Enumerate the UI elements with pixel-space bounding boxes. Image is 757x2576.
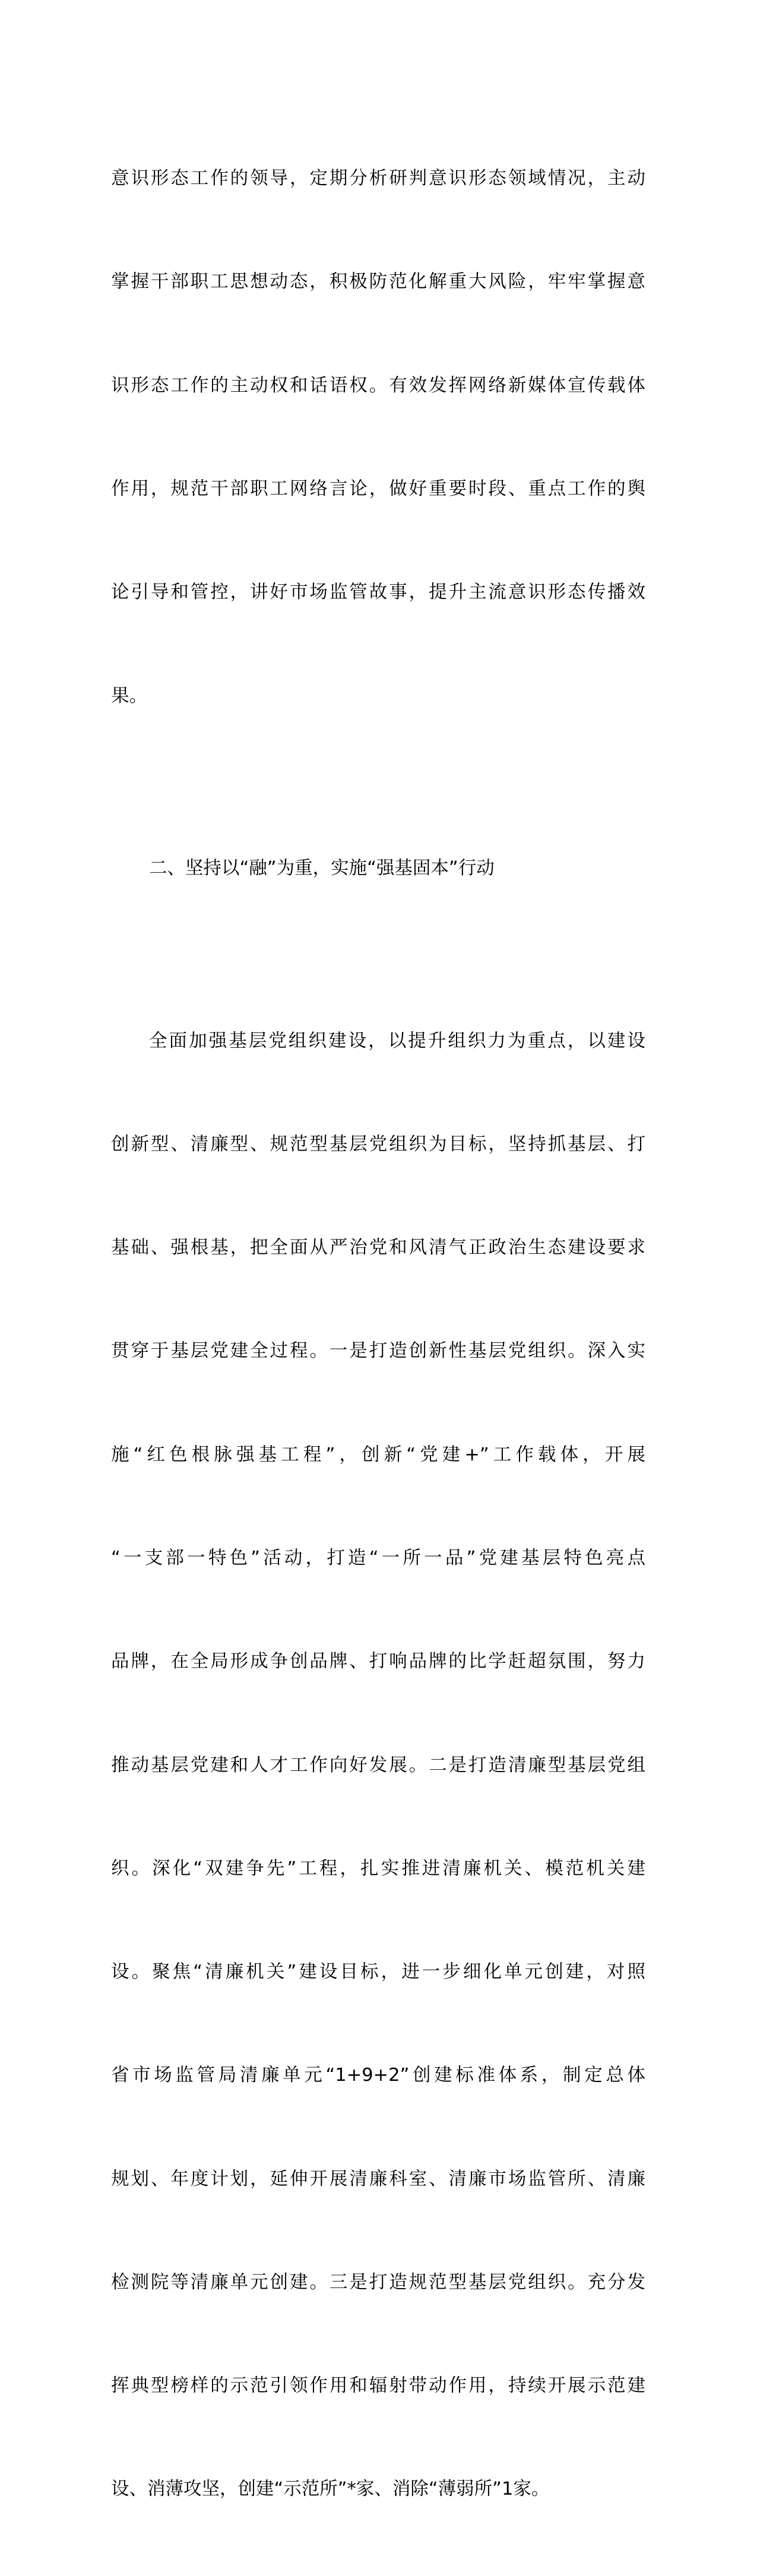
- text-line: 贯穿于基层党建全过程。一是打造创新性基层党组织。深入实: [111, 1341, 645, 1362]
- text-line: 识形态工作的主动权和话语权。有效发挥网络新媒体宣传载体: [111, 375, 645, 396]
- text-line: 掌握干部职工思想动态，积极防范化解重大风险，牢牢掌握意: [111, 271, 645, 293]
- section-heading: [111, 782, 645, 955]
- text-line: 意识形态工作的领导，定期分析研判意识形态领域情况，主动: [111, 168, 645, 189]
- paragraph-ideology: [111, 93, 645, 782]
- text-line: 果。: [111, 685, 147, 706]
- text-line: 创新型、清廉型、规范型基层党组织为目标，坚持抓基层、打: [111, 1133, 645, 1155]
- text-line: 施“红色根脉强基工程”，创新“党建+”工作载体，开展: [111, 1444, 645, 1465]
- text-line: “一支部一特色”活动，打造“一所一品”党建基层特色亮点: [111, 1547, 645, 1569]
- text-line: 作用，规范干部职工网络言论，做好重要时段、重点工作的舆: [111, 479, 645, 500]
- heading-line: 二、坚持以“融”为重，实施“强基固本”行动: [149, 858, 495, 879]
- text-line: 品牌，在全局形成争创品牌、打响品牌的比学赶超氛围，努力: [111, 1651, 645, 1672]
- paragraph-party-building: [111, 955, 645, 2575]
- text-line: 设、消薄攻坚，创建“示范所”*家、消除“薄弱所”1家。: [111, 2479, 550, 2500]
- text-line: 挥典型榜样的示范引领作用和辐射带动作用，持续开展示范建: [111, 2375, 645, 2397]
- text-line: 基础、强根基，把全面从严治党和风清气正政治生态建设要求: [111, 1237, 645, 1259]
- text-line: 论引导和管控，讲好市场监管故事，提升主流意识形态传播效: [111, 582, 645, 603]
- text-line: 规划、年度计划，延伸开展清廉科室、清廉市场监管所、清廉: [111, 2168, 645, 2190]
- text-line: 全面加强基层党组织建设，以提升组织力为重点，以建设: [149, 1030, 645, 1051]
- text-line: 设。聚焦“清廉机关”建设目标，进一步细化单元创建，对照: [111, 1962, 645, 1983]
- text-line: 检测院等清廉单元创建。三是打造规范型基层党组织。充分发: [111, 2271, 645, 2293]
- text-line: 推动基层党建和人才工作向好发展。二是打造清廉型基层党组: [111, 1754, 645, 1776]
- document-body: [111, 93, 645, 2576]
- text-line: 织。深化“双建争先”工程，扎实推进清廉机关、模范机关建: [111, 1858, 645, 1879]
- text-line: 省市场监管局清廉单元“1+9+2”创建标准体系，制定总体: [111, 2065, 645, 2086]
